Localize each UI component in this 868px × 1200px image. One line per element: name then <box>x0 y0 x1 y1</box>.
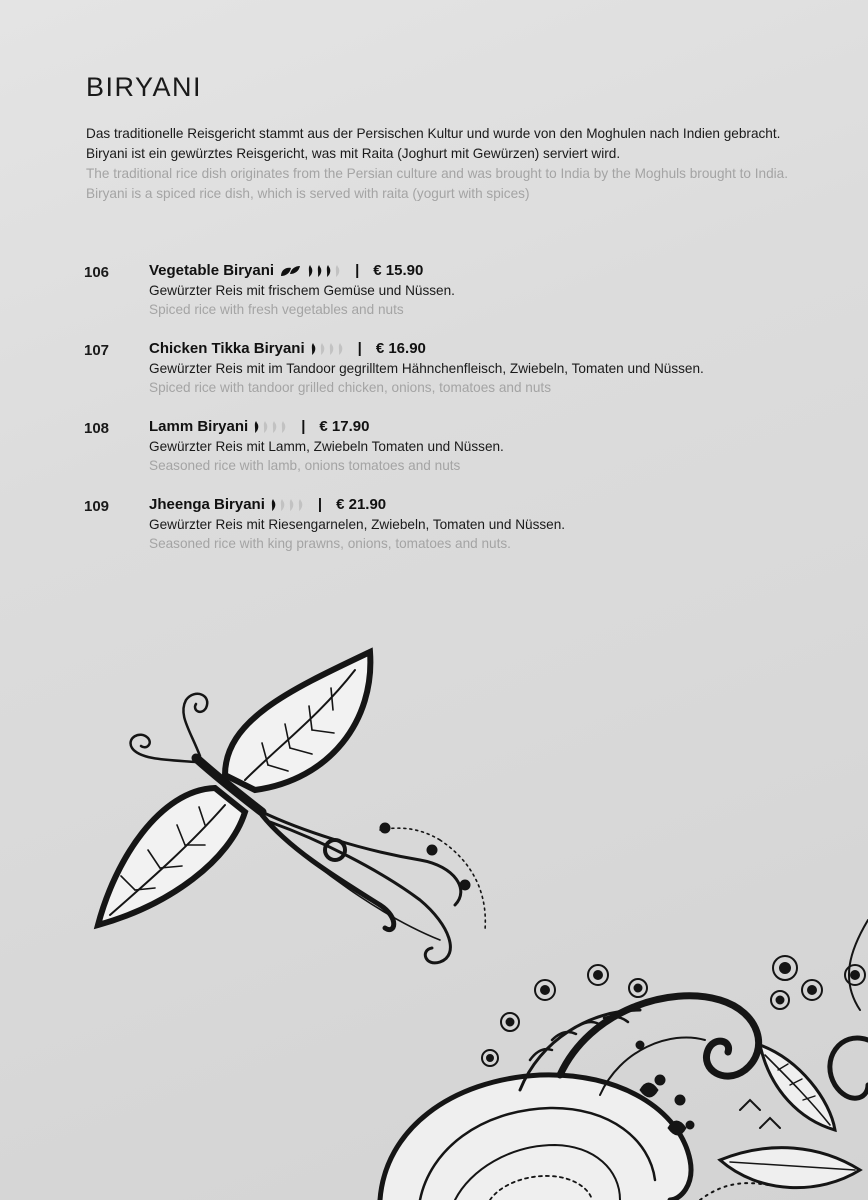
chili-pepper-icon <box>253 420 260 434</box>
chili-pepper-icon <box>288 498 295 512</box>
item-description-english: Spiced rice with tandoor grilled chicken, onions, tomatoes and nuts <box>149 380 551 395</box>
item-header <box>149 416 804 437</box>
chili-pepper-icon <box>307 264 314 278</box>
item-separator: | <box>317 495 323 513</box>
item-icons <box>253 420 289 434</box>
item-header <box>149 260 804 281</box>
menu-item <box>84 260 804 338</box>
chili-pepper-icon <box>279 498 286 512</box>
item-icons <box>310 342 346 356</box>
item-price: € 16.90 <box>375 339 426 357</box>
chili-pepper-icon <box>271 420 278 434</box>
chili-pepper-icon <box>262 420 269 434</box>
chili-pepper-icon <box>334 264 341 278</box>
intro-german: Das traditionelle Reisgericht stammt aus der Persischen Kultur und wurde von den Moghulen nach Indien gebracht. Biryani ist ein gewürztes Reisgericht, was mit Raita (Joghurt mit Gewürzen) serviert wird. <box>86 126 781 161</box>
item-name: Jheenga Biryani <box>149 495 265 513</box>
item-price: € 21.90 <box>336 495 387 513</box>
chili-pepper-icon <box>325 264 332 278</box>
item-price: € 15.90 <box>373 261 424 279</box>
item-description-german: Gewürzter Reis mit Riesengarnelen, Zwiebeln, Tomaten und Nüssen. <box>149 517 566 532</box>
chili-pepper-icon <box>316 264 323 278</box>
chili-pepper-icon <box>337 342 344 356</box>
item-icons <box>279 264 343 278</box>
intro-english: The traditional rice dish originates from the Persian culture and was brought to India by the Moghuls brought to India. Biryani is a spiced rice dish, which is served with raita (yogurt with spices) <box>86 166 788 201</box>
menu-item <box>84 494 804 572</box>
leaf-icon <box>279 264 301 278</box>
item-number: 108 <box>84 420 110 437</box>
menu-item <box>84 416 804 494</box>
chili-pepper-icon <box>297 498 304 512</box>
item-description-german: Gewürzter Reis mit Lamm, Zwiebeln Tomaten und Nüssen. <box>149 439 504 454</box>
section-intro <box>86 124 806 204</box>
item-header <box>149 494 804 515</box>
item-number: 109 <box>84 498 110 515</box>
item-name: Lamm Biryani <box>149 417 249 435</box>
chili-pepper-icon <box>310 342 317 356</box>
chili-pepper-icon <box>280 420 287 434</box>
item-description-german: Gewürzter Reis mit im Tandoor gegrilltem Hähnchenfleisch, Zwiebeln, Tomaten und Nüssen. <box>149 361 704 376</box>
item-description-english: Spiced rice with fresh vegetables and nuts <box>149 302 404 317</box>
item-description-english: Seasoned rice with lamb, onions tomatoes and nuts <box>149 458 461 473</box>
item-separator: | <box>357 339 362 357</box>
page-title: BIRYANI <box>86 72 203 102</box>
chili-pepper-icon <box>328 342 335 356</box>
item-header <box>149 338 804 359</box>
chili-pepper-icon <box>319 342 326 356</box>
menu-list <box>84 260 804 572</box>
item-icons <box>270 498 306 512</box>
item-description-german: Gewürzter Reis mit frischem Gemüse und Nüssen. <box>149 283 455 298</box>
chili-pepper-icon <box>270 498 277 512</box>
item-price: € 17.90 <box>319 417 370 435</box>
menu-item <box>84 338 804 416</box>
item-number: 107 <box>84 342 110 359</box>
item-separator: | <box>301 417 306 435</box>
item-description-english: Seasoned rice with king prawns, onions, tomatoes and nuts. <box>149 536 511 551</box>
item-number: 106 <box>84 264 110 281</box>
item-name: Vegetable Biryani <box>149 261 275 279</box>
item-separator: | <box>355 261 360 279</box>
item-name: Chicken Tikka Biryani <box>149 339 305 357</box>
